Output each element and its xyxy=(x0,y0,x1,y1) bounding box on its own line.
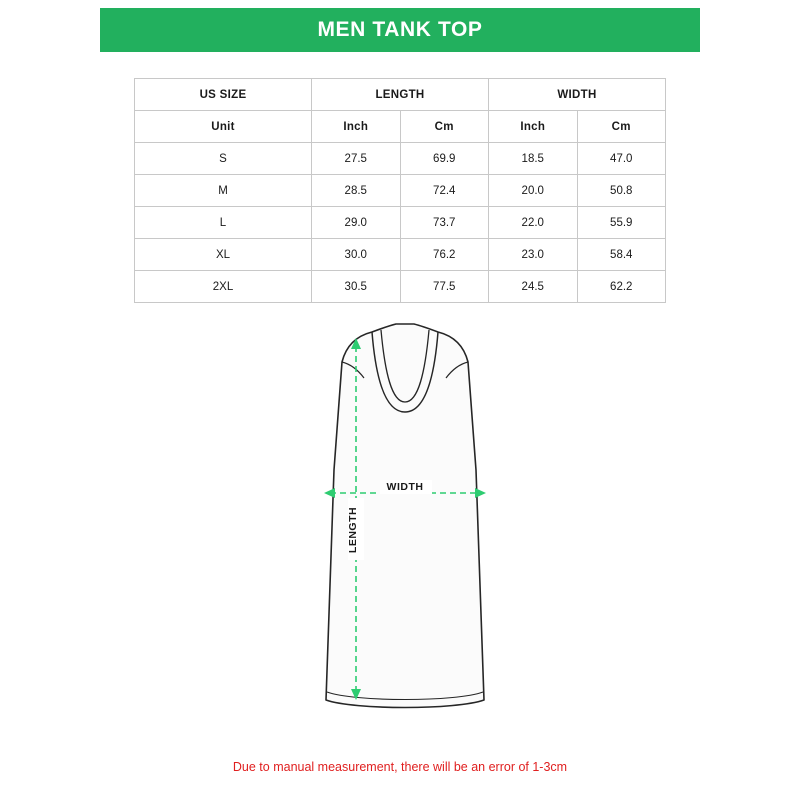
unit-width-inch: Inch xyxy=(489,111,578,143)
cell-length-cm: 69.9 xyxy=(400,143,489,175)
cell-length-inch: 30.0 xyxy=(312,239,401,271)
table-row xyxy=(135,175,666,207)
page-title: MEN TANK TOP xyxy=(317,18,483,41)
row-size: S xyxy=(135,143,312,175)
table-row xyxy=(135,239,666,271)
row-size: M xyxy=(135,175,312,207)
cell-length-cm: 73.7 xyxy=(400,207,489,239)
unit-label: Unit xyxy=(135,111,312,143)
row-size: 2XL xyxy=(135,271,312,303)
cell-width-cm: 58.4 xyxy=(577,239,666,271)
cell-length-cm: 77.5 xyxy=(400,271,489,303)
measurement-note: Due to manual measurement, there will be an error of 1-3cm xyxy=(232,760,568,774)
size-table xyxy=(134,78,666,303)
cell-width-cm: 50.8 xyxy=(577,175,666,207)
cell-width-cm: 55.9 xyxy=(577,207,666,239)
cell-width-inch: 22.0 xyxy=(489,207,578,239)
unit-length-inch: Inch xyxy=(312,111,401,143)
row-size: L xyxy=(135,207,312,239)
cell-width-inch: 24.5 xyxy=(489,271,578,303)
table-body xyxy=(135,143,666,303)
tank-top-diagram xyxy=(280,320,530,730)
width-arrow-right-icon xyxy=(475,488,486,498)
table-row xyxy=(135,271,666,303)
col-header-us-size: US SIZE xyxy=(135,79,312,111)
garment-illustration xyxy=(280,320,530,730)
size-table-wrapper xyxy=(134,78,666,303)
unit-length-cm: Cm xyxy=(400,111,489,143)
width-label: WIDTH xyxy=(386,481,424,493)
table-row xyxy=(135,207,666,239)
row-size: XL xyxy=(135,239,312,271)
width-arrow-left-icon xyxy=(324,488,335,498)
cell-width-cm: 62.2 xyxy=(577,271,666,303)
cell-length-inch: 27.5 xyxy=(312,143,401,175)
unit-width-cm: Cm xyxy=(577,111,666,143)
cell-width-inch: 23.0 xyxy=(489,239,578,271)
cell-width-inch: 18.5 xyxy=(489,143,578,175)
cell-length-inch: 28.5 xyxy=(312,175,401,207)
col-header-length: LENGTH xyxy=(312,79,489,111)
cell-length-inch: 30.5 xyxy=(312,271,401,303)
table-head xyxy=(135,79,666,143)
table-group-header-row xyxy=(135,79,666,111)
cell-length-inch: 29.0 xyxy=(312,207,401,239)
col-header-width: WIDTH xyxy=(489,79,666,111)
header-banner xyxy=(100,8,700,52)
table-row xyxy=(135,143,666,175)
cell-width-inch: 20.0 xyxy=(489,175,578,207)
cell-length-cm: 76.2 xyxy=(400,239,489,271)
length-label: LENGTH xyxy=(347,506,359,554)
cell-length-cm: 72.4 xyxy=(400,175,489,207)
cell-width-cm: 47.0 xyxy=(577,143,666,175)
table-unit-row xyxy=(135,111,666,143)
